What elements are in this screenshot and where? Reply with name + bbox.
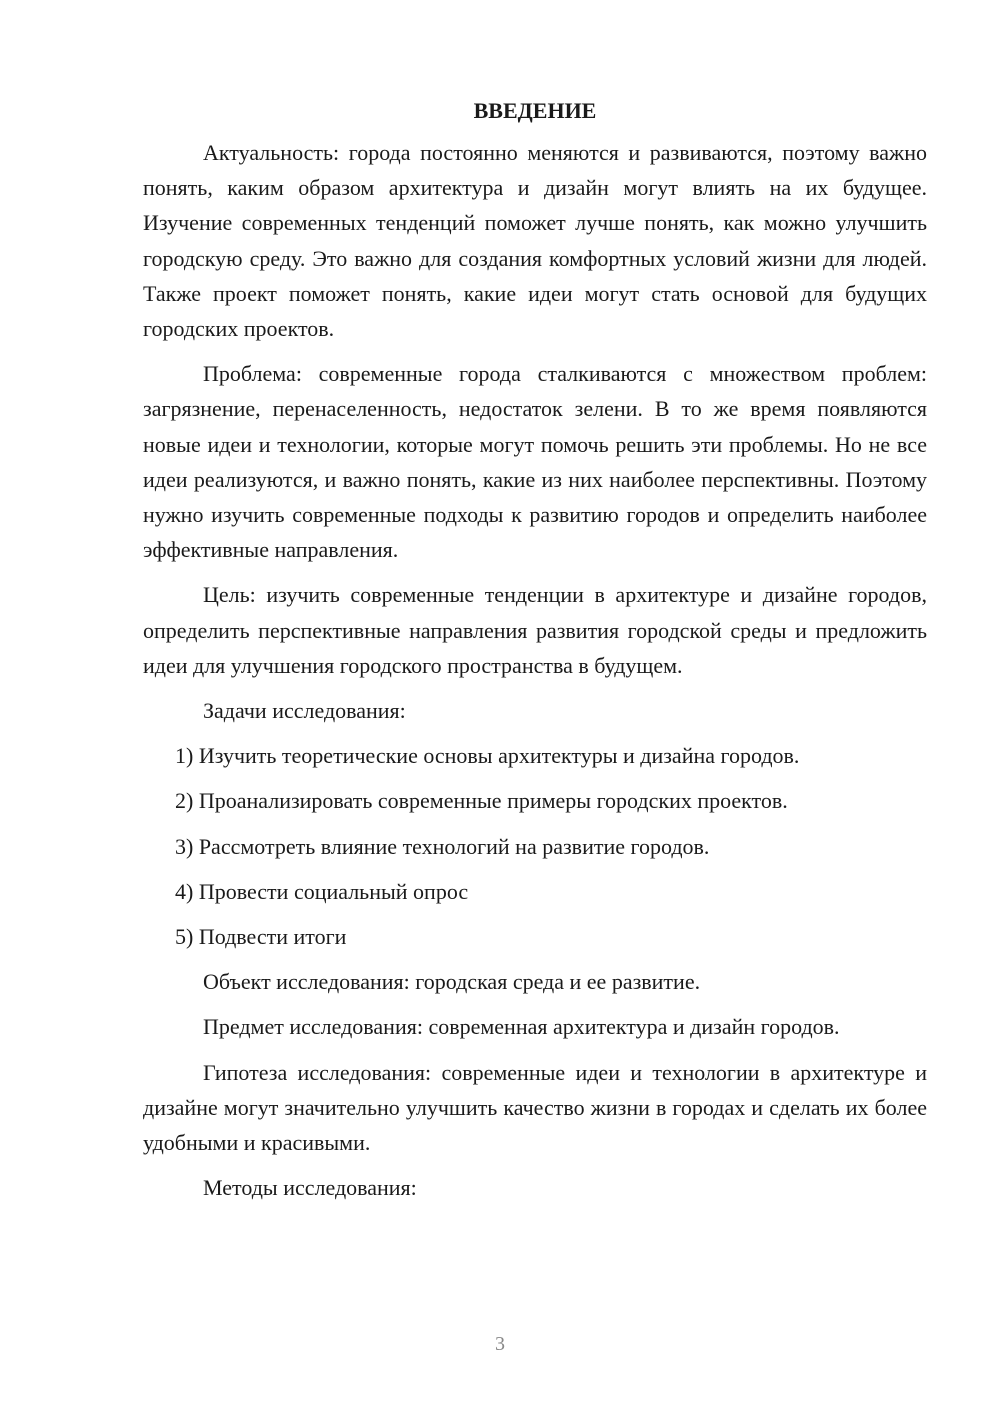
paragraph-subject: Предмет исследования: современная архитектура и дизайн городов. [203, 1014, 840, 1040]
paragraph-object: Объект исследования: городская среда и ее развитие. [203, 969, 701, 995]
list-item: 5) Подвести итоги [175, 924, 347, 950]
list-item: 2) Проанализировать современные примеры городских проектов. [175, 788, 788, 814]
tasks-title: Задачи исследования: [203, 698, 406, 724]
page-number: 3 [495, 1333, 505, 1355]
page-content [143, 96, 927, 1215]
paragraph-hypothesis: Гипотеза исследования: современные идеи и технологии в архитектуре и дизайне могут значительно улучшить качество жизни в городах и сделать их более удобными и красивыми. [143, 1059, 927, 1156]
paragraph-relevance: Актуальность: города постоянно меняются и развиваются, поэтому важно понять, каким образом архитектура и дизайн могут влиять на их будущее. Изучение современных тенденций поможет лучше понять, как можно улучшить городскую среду. Это важно для создания комфортных условий жизни для людей. Также проект поможет понять, какие идеи могут стать основой для будущих городских проектов. [143, 140, 927, 342]
tasks-list [143, 738, 927, 954]
paragraph-goal: Цель: изучить современные тенденции в архитектуре и дизайне городов, определить перспективные направления развития городской среды и предложить идеи для улучшения городского пространства в будущем. [143, 582, 927, 678]
list-item: 1) Изучить теоретические основы архитектуры и дизайна городов. [175, 743, 800, 769]
section-heading: ВВЕДЕНИЕ [473, 98, 597, 123]
list-item: 4) Провести социальный опрос [175, 878, 469, 904]
paragraph-problem: Проблема: современные города сталкиваются с множеством проблем: загрязнение, перенаселенность, недостаток зелени. В то же время появляются новые идеи и технологии, которые могут помочь решить эти проблемы. Но не все идеи реализуются, и важно понять, какие из них наиболее перспективны. Поэтому нужно изучить современные подходы к развитию городов и определить наиболее эффективные направления. [143, 361, 927, 563]
list-item: 3) Рассмотреть влияние технологий на развитие городов. [175, 833, 710, 859]
methods-title: Методы исследования: [203, 1175, 417, 1201]
